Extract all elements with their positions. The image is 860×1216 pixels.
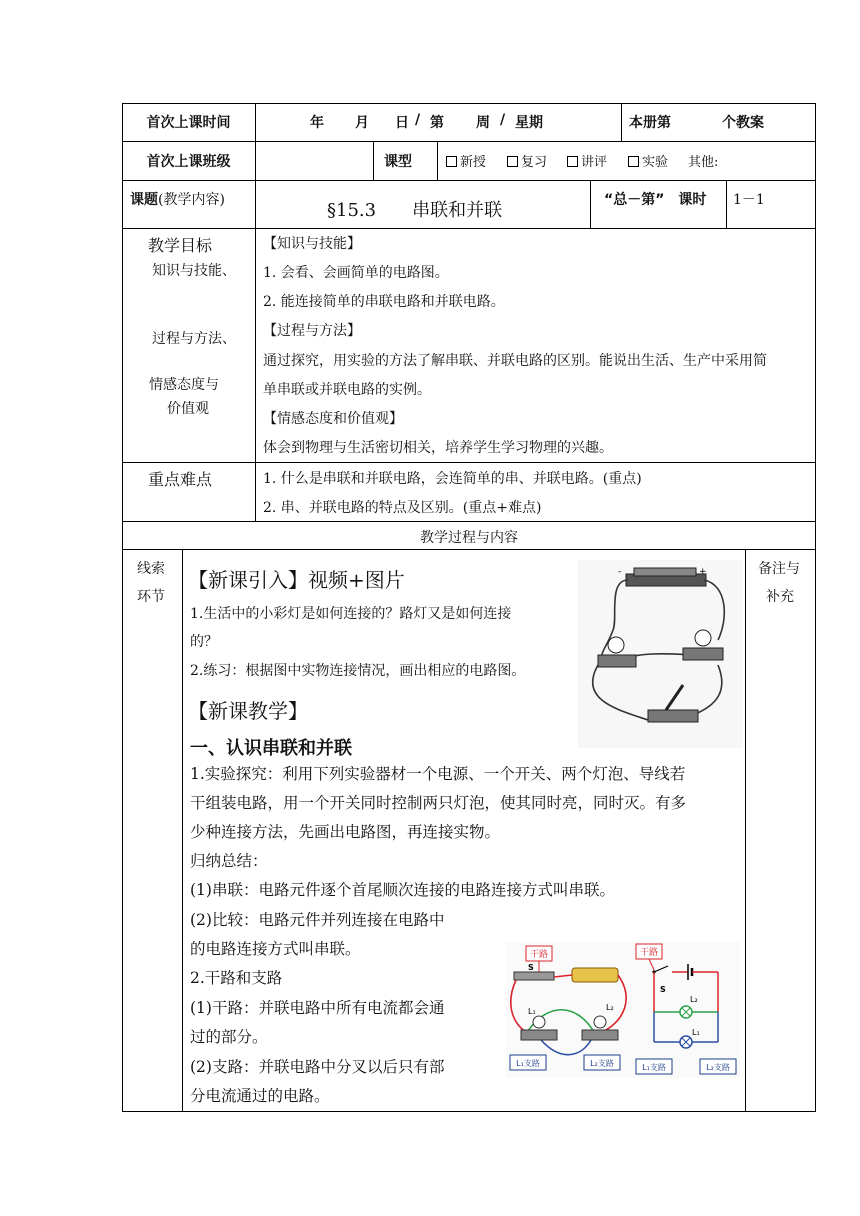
l1-branch-tag: L₁支路: [516, 1059, 540, 1068]
row-divider: [122, 141, 816, 142]
goals-label: 教学目标: [148, 236, 213, 255]
right-col-label-1: 备注与: [758, 561, 800, 577]
type-checkbox-review[interactable]: 复习: [507, 151, 547, 170]
plan-label: 个教案: [722, 115, 764, 131]
col-divider: [621, 103, 622, 141]
other-label: 其他:: [688, 155, 719, 170]
goals-side-3: 情感态度与: [149, 377, 219, 393]
col-divider: [437, 141, 438, 180]
section-1-title: 一、认识串联和并联: [190, 738, 352, 759]
schematic-trunk-tag: 干路: [639, 948, 659, 958]
topic-label-wrap: [130, 189, 225, 209]
new-lesson-title: 【新课教学】: [188, 699, 308, 723]
row-divider: [122, 228, 816, 229]
goals-side-4: 价值观: [167, 401, 209, 417]
weekday-label: 星期: [515, 115, 543, 131]
book-label: 本册第: [629, 115, 671, 131]
lamp2-label: L₂: [606, 1003, 614, 1012]
summary-2b: 的电路连接方式叫串联。: [190, 940, 361, 958]
separator: /: [500, 112, 506, 128]
branch-def-b: 分电流通过的电路。: [190, 1087, 330, 1105]
para-1c: 少种连接方法，先画出电路图，再连接实物。: [190, 823, 501, 841]
pm-text-1: 通过探究，用实验的方法了解串联、并联电路的区别。能说出生活、生产中采用简: [263, 353, 767, 369]
ea-title: 【情感态度和价值观】: [263, 411, 403, 427]
left-col-label-2: 环节: [137, 589, 165, 605]
topic-label: 课题: [130, 192, 158, 208]
first-class-label: 首次上课班级: [146, 154, 231, 170]
col-divider: [745, 549, 746, 1112]
process-title: 教学过程与内容: [420, 530, 518, 546]
di-label: 第: [430, 115, 444, 131]
trunk-def-a: (1)干路：并联电路中所有电流都会通: [190, 999, 445, 1017]
first-time-label: 首次上课时间: [146, 115, 231, 131]
trunk-tag: 干路: [529, 950, 549, 960]
summary-label: 归纳总结：: [190, 852, 268, 870]
goals-side-1: 知识与技能、: [152, 263, 236, 279]
keypoints-label: 重点难点: [148, 470, 213, 489]
topic-note: (教学内容): [158, 192, 225, 208]
schematic-l1-branch-tag: L₁支路: [642, 1063, 666, 1072]
schematic-l2-branch-tag: L₂支路: [706, 1063, 730, 1072]
trunk-def-b: 过的部分。: [190, 1028, 268, 1046]
table-border-top: [122, 103, 816, 104]
parallel-physical-figure: [506, 942, 634, 1078]
schematic-l1-label: L₁: [692, 1028, 700, 1037]
col-divider: [255, 103, 256, 522]
summary-2a: (2)比较：电路元件并列连接在电路中: [190, 911, 445, 929]
l2-branch-tag: L₂支路: [590, 1059, 614, 1068]
question-2: 2.练习：根据图中实物连接情况，画出相应的电路图。: [190, 663, 526, 679]
total-period-label: “总－第” 课时: [604, 192, 707, 208]
type-label: 课型: [384, 154, 412, 170]
week-label: 周: [476, 115, 490, 131]
col-divider: [373, 141, 374, 180]
right-col-label-2: 补充: [766, 589, 794, 605]
ks-item-1: 1. 会看、会画简单的电路图。: [263, 265, 449, 281]
table-border-right: [815, 103, 816, 1112]
battery-plus: +: [699, 567, 707, 577]
question-1a: 1.生活中的小彩灯是如何连接的？路灯又是如何连接: [190, 606, 512, 622]
ks-item-2: 2. 能连接简单的串联电路和并联电路。: [263, 294, 505, 310]
schematic-l2-label: L₂: [690, 995, 698, 1004]
table-border-bottom: [122, 1111, 816, 1112]
switch-label: S: [528, 963, 534, 972]
para-1b: 干组装电路，用一个开关同时控制两只灯泡，使其同时亮，同时灭。有多: [190, 794, 687, 812]
branch-def-a: (2)支路：并联电路中分叉以后只有部: [190, 1058, 445, 1076]
type-checkbox-comment[interactable]: 讲评: [567, 151, 607, 170]
period-value: 1－1: [733, 192, 765, 208]
year-label: 年: [310, 115, 324, 131]
keypoint-2: 2. 串、并联电路的特点及区别。(重点+难点): [263, 500, 542, 516]
schematic-switch-label: S: [660, 985, 666, 994]
table-border-left: [122, 103, 123, 1112]
row-divider: [122, 521, 816, 522]
topic-title: §15.3 串联和并联: [327, 200, 503, 221]
question-1b: 的？: [190, 634, 218, 650]
separator: /: [415, 112, 421, 128]
battery-minus: -: [618, 567, 622, 577]
para-1a: 1.实验探究：利用下列实验器材一个电源、一个开关、两个灯泡、导线若: [190, 765, 686, 783]
row-divider: [122, 549, 816, 550]
goals-side-2: 过程与方法、: [152, 331, 236, 347]
pm-text-2: 单串联或并联电路的实例。: [263, 382, 431, 398]
day-label: 日: [395, 115, 409, 131]
section-2-title: 2.干路和支路: [190, 969, 283, 987]
intro-title: 【新课引入】视频+图片: [188, 568, 405, 592]
row-divider: [122, 462, 816, 463]
type-checkbox-new[interactable]: 新授: [446, 151, 486, 170]
col-divider: [182, 549, 183, 1112]
summary-1: (1)串联：电路元件逐个首尾顺次连接的电路连接方式叫串联。: [190, 881, 615, 899]
keypoint-1: 1. 什么是串联和并联电路，会连简单的串、并联电路。(重点): [263, 471, 642, 487]
physical-circuit-figure: [578, 560, 743, 748]
col-divider: [590, 180, 591, 228]
left-col-label-1: 线索: [137, 561, 165, 577]
pm-title: 【过程与方法】: [263, 323, 361, 339]
col-divider: [726, 180, 727, 228]
lamp1-label: L₁: [528, 1007, 536, 1016]
row-divider: [122, 180, 816, 181]
ks-title: 【知识与技能】: [263, 236, 361, 252]
ea-text-1: 体会到物理与生活密切相关，培养学生学习物理的兴趣。: [263, 440, 613, 456]
type-checkbox-experiment[interactable]: 实验: [628, 151, 668, 170]
month-label: 月: [355, 115, 369, 131]
parallel-schematic-figure: [634, 942, 740, 1078]
